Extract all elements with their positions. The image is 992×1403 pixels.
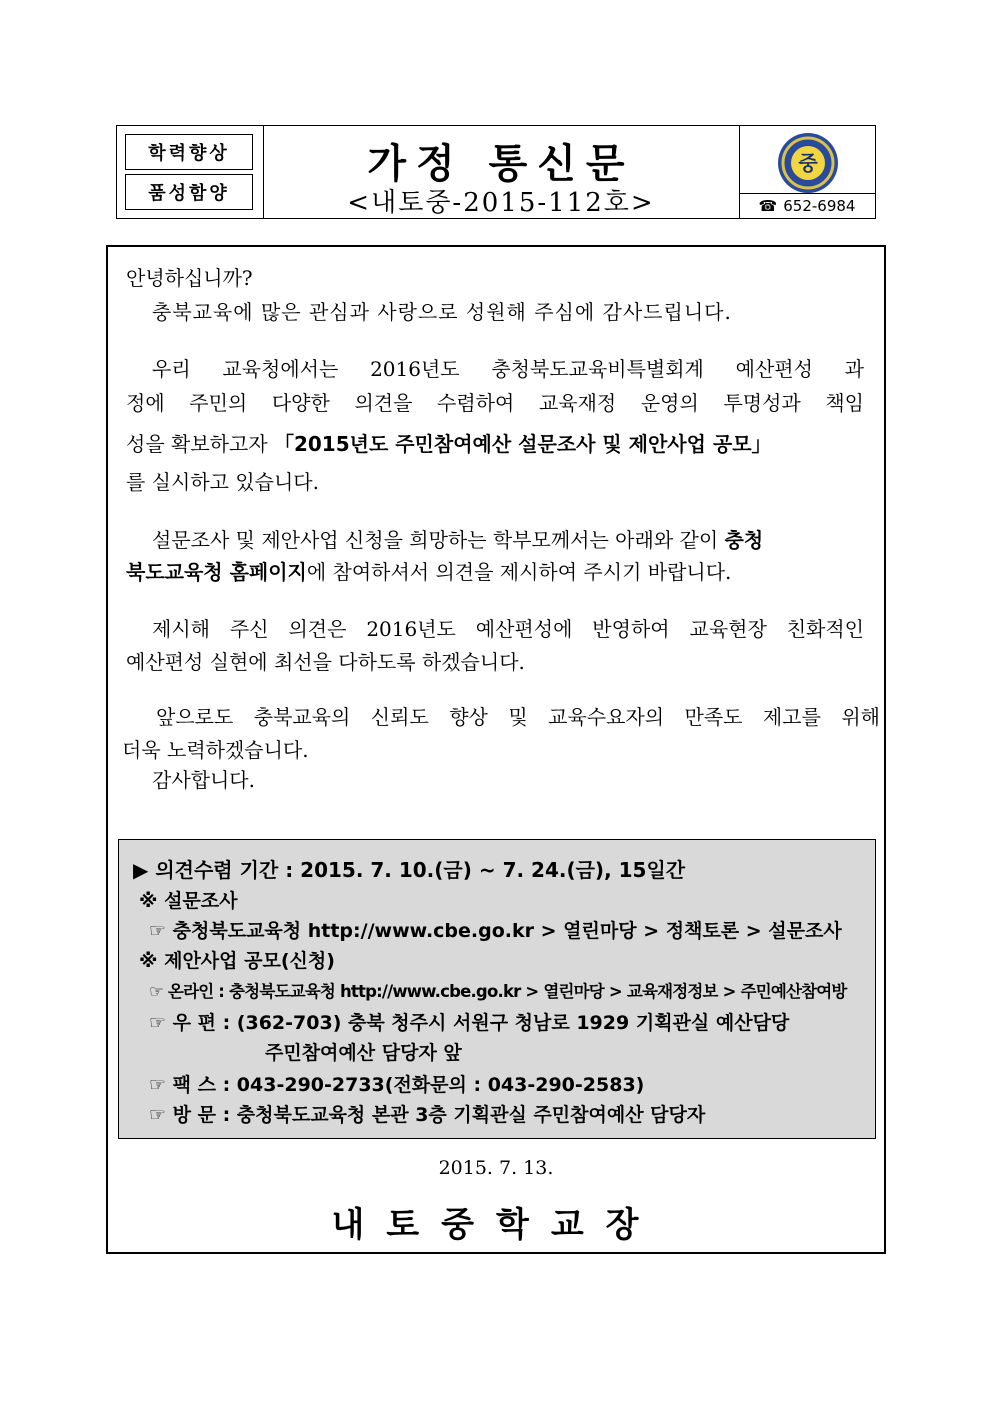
para1-line3-text: 성을 확보하고자 — [126, 432, 274, 456]
para3-line1: 제시해 주신 의견은 2016년도 예산편성에 반영하여 교육현장 친화적인 — [152, 617, 864, 641]
thanks-line: 충북교육에 많은 관심과 사랑으로 성원해 주심에 감사드립니다. — [152, 300, 732, 324]
para1-line3 — [126, 427, 772, 461]
motto-cell — [117, 126, 264, 218]
visit-application: ☞ 방 문 : 충청북도교육청 본관 3층 기획관실 주민참여예산 담당자 — [149, 1104, 706, 1126]
survey-heading: ※ 설문조사 — [139, 890, 238, 912]
proposal-heading: ※ 제안사업 공모(신청) — [139, 950, 335, 972]
title-cell — [263, 126, 740, 218]
motto-top: 학력향상 — [125, 134, 253, 170]
para2-line1 — [152, 523, 763, 557]
issue-number: <내토중-2015-112호> — [347, 188, 655, 218]
letter-body — [106, 245, 886, 1254]
survey-title-highlight: 「2015년도 주민참여예산 설문조사 및 제안사업 공모」 — [273, 432, 772, 456]
principal-signature: 내토중학교장 — [331, 1205, 661, 1245]
para1-line4: 를 실시하고 있습니다. — [126, 470, 319, 494]
letter-header — [116, 125, 876, 219]
mail-recipient: 주민참여예산 담당자 앞 — [265, 1042, 462, 1064]
online-application: ☞ 온라인 : 충청북도교육청 http://www.cbe.go.kr > 열린마당 > 교육재정정보 > 주민예산참여방 — [149, 982, 847, 1001]
mail-application: ☞ 우 편 : (362-703) 충북 청주시 서원구 청남로 1929 기획관실 예산담당 — [149, 1012, 790, 1034]
para4-line1: 앞으로도 충북교육의 신뢰도 향상 및 교육수요자의 만족도 제고를 위해 — [156, 705, 880, 729]
collection-period: ▶ 의견수렴 기간 : 2015. 7. 10.(금) ~ 7. 24.(금), 15일간 — [133, 858, 686, 882]
document-title: 가정 통신문 — [367, 140, 635, 187]
phone-text: 652-6984 — [783, 197, 856, 215]
school-emblem-icon — [777, 132, 839, 194]
fax-application: ☞ 팩 스 : 043-290-2733(전화문의 : 043-290-2583) — [149, 1074, 645, 1096]
phone-number — [739, 193, 875, 218]
para4-line2: 더욱 노력하겠습니다. — [122, 738, 309, 762]
para2-line2-text: 에 참여하셔서 의견을 제시하여 주시기 바랍니다. — [306, 560, 732, 584]
info-box — [118, 839, 876, 1139]
para1-line1: 우리 교육청에서는 2016년도 충청북도교육비특별회계 예산편성 과 — [152, 357, 864, 381]
para1-line2: 정에 주민의 다양한 의견을 수렴하여 교육재정 운영의 투명성과 책임 — [126, 391, 864, 415]
issue-date: 2015. 7. 13. — [438, 1157, 554, 1179]
logo-cell — [739, 126, 875, 218]
para2-line1-text: 설문조사 및 제안사업 신청을 희망하는 학부모께서는 아래와 같이 — [152, 528, 725, 552]
motto-bottom: 품성함양 — [125, 174, 253, 210]
para2-line2 — [126, 555, 731, 589]
survey-path: ☞ 충청북도교육청 http://www.cbe.go.kr > 열린마당 > 정책토론 > 설문조사 — [149, 920, 842, 942]
homepage-highlight: 북도교육청 홈페이지 — [126, 560, 307, 584]
para3-line2: 예산편성 실현에 최선을 다하도록 하겠습니다. — [126, 650, 525, 674]
greeting: 안녕하십니까? — [126, 266, 253, 290]
phone-icon: ☎ — [758, 197, 778, 215]
closing: 감사합니다. — [152, 768, 255, 792]
para2-bold1: 충청 — [724, 528, 764, 552]
logo-letter: 중 — [798, 151, 818, 175]
